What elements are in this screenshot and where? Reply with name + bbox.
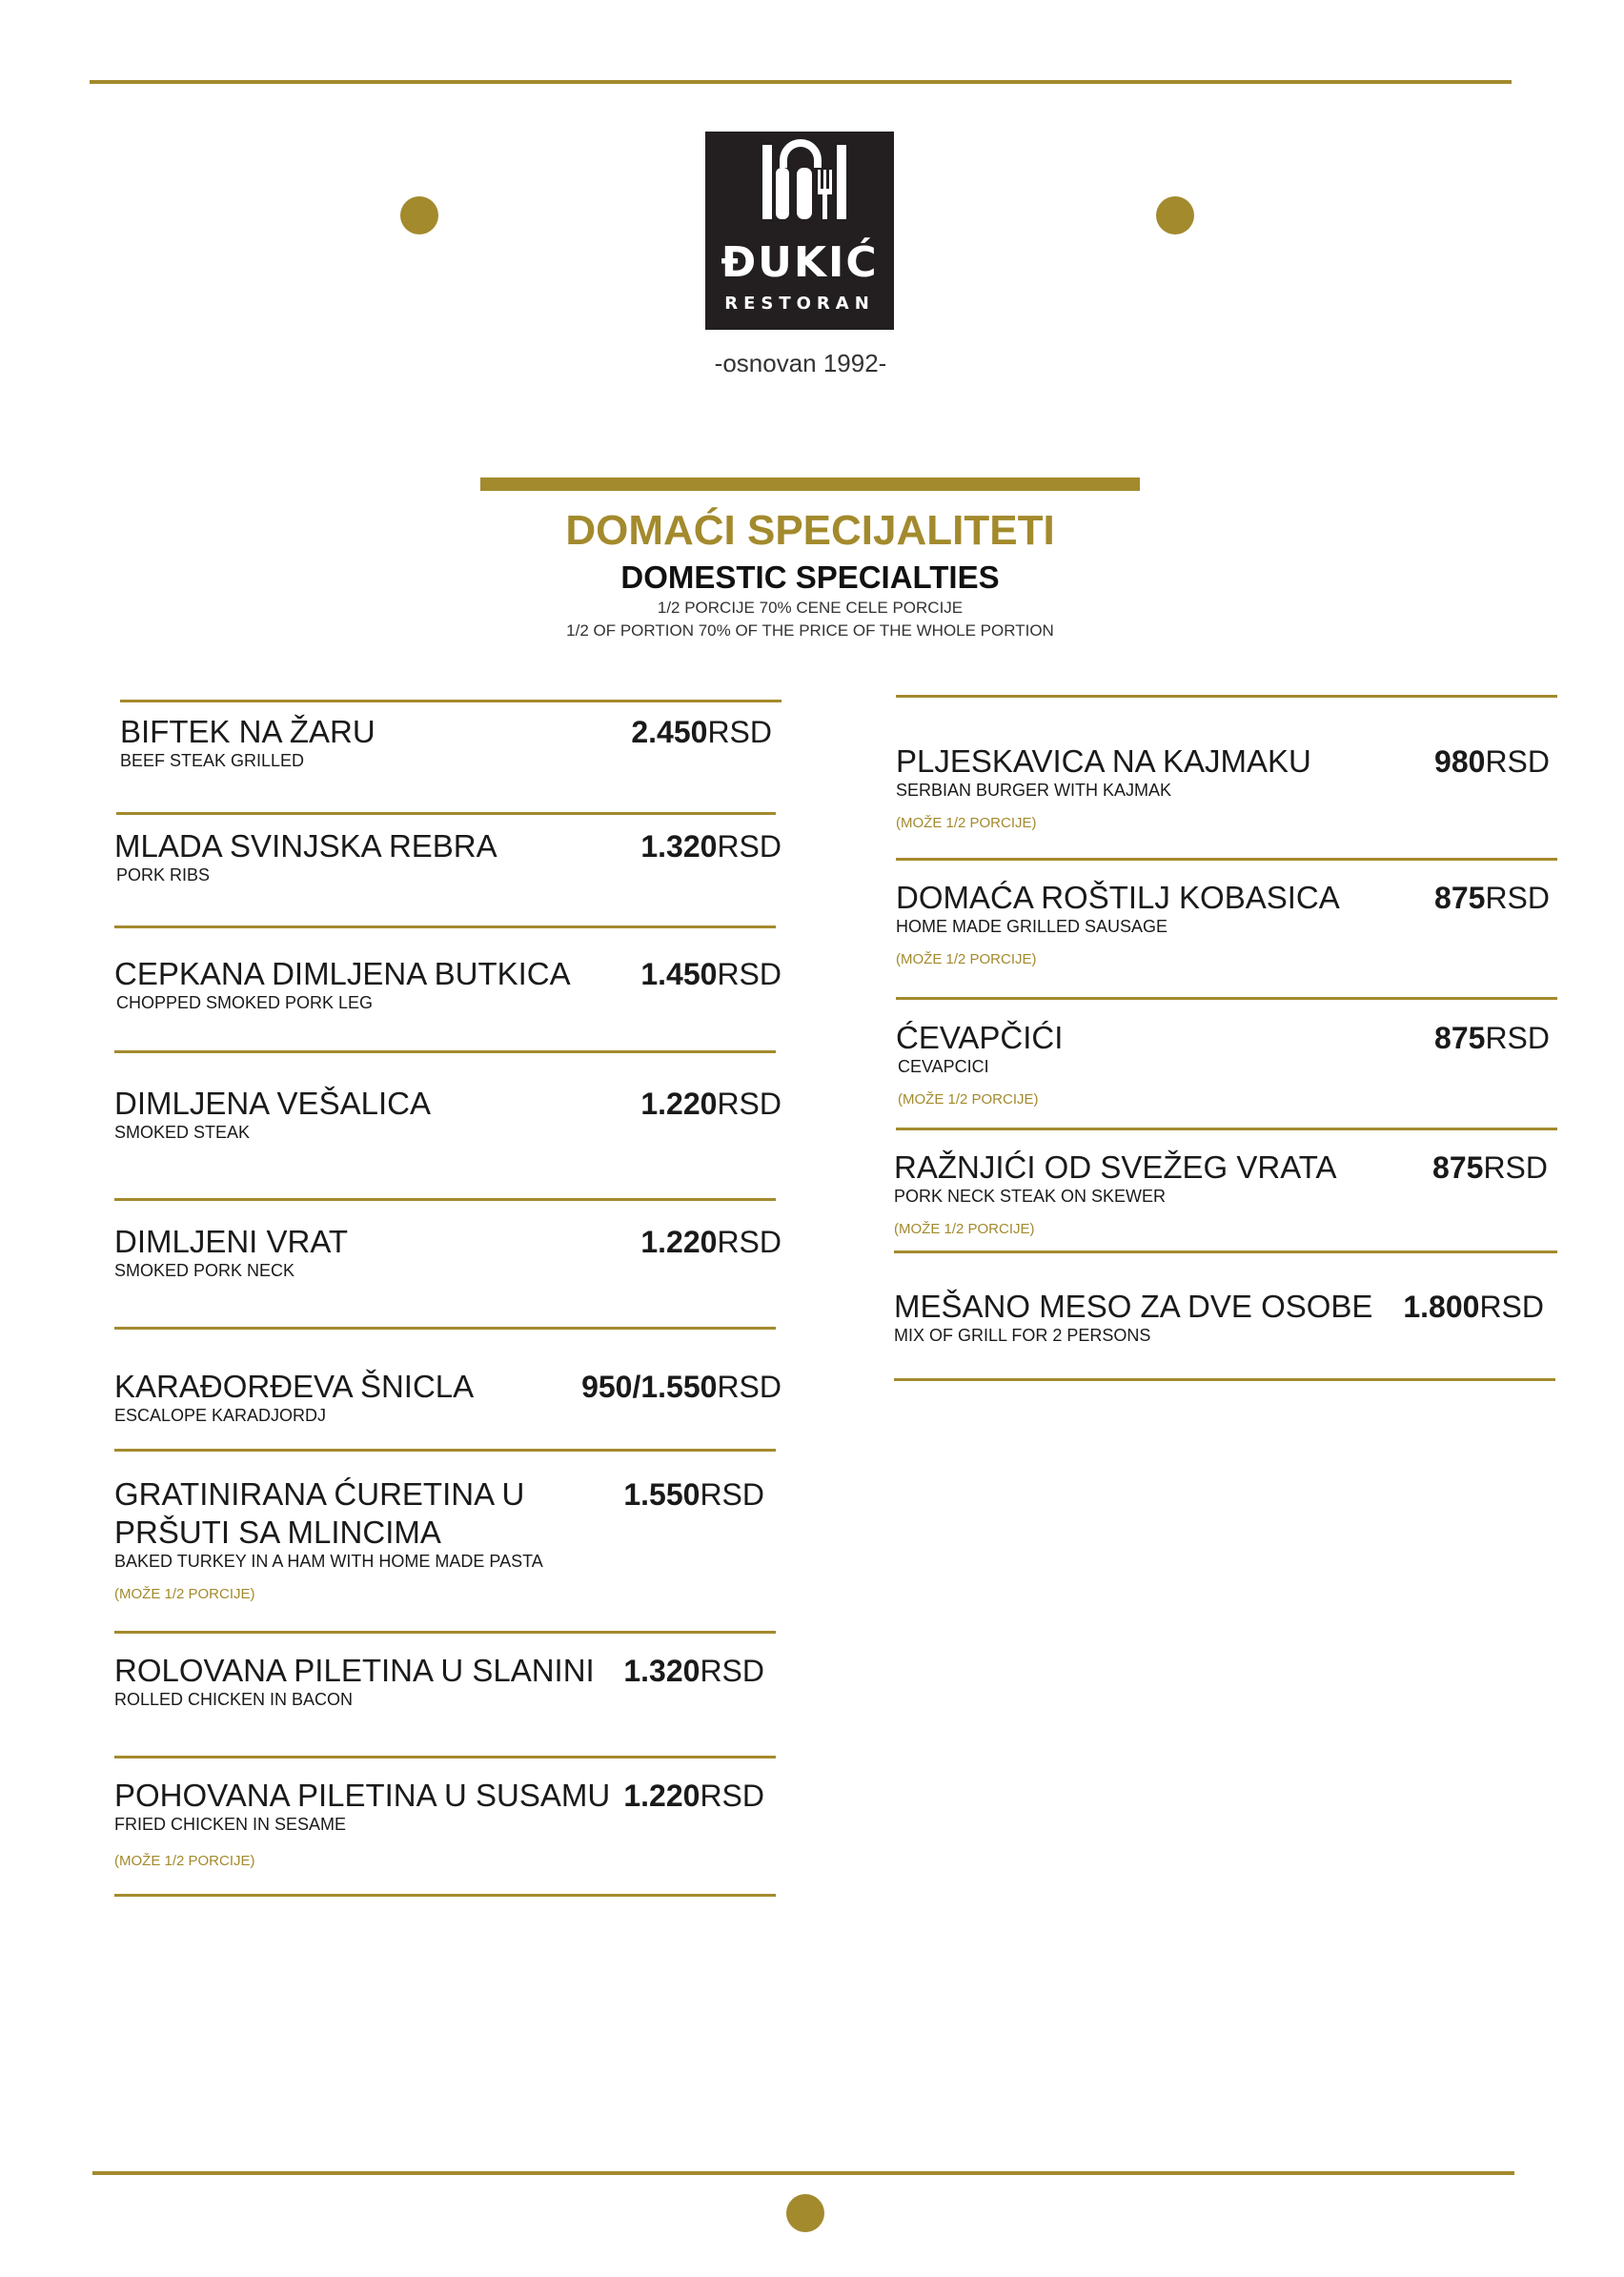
item-name: POHOVANA PILETINA U SUSAMU [114, 1778, 611, 1813]
left-dot [400, 196, 438, 234]
menu-item [114, 827, 782, 923]
logo-name: ĐUKIĆ [721, 238, 879, 287]
left-line-4 [114, 1198, 776, 1201]
item-name: MLADA SVINJSKA REBRA [114, 828, 497, 864]
right-line-0 [896, 695, 1557, 698]
item-subtitle: SMOKED PORK NECK [114, 1261, 295, 1280]
right-line-4 [894, 1250, 1557, 1253]
item-subtitle: SMOKED STEAK [114, 1123, 251, 1142]
item-price: 875RSD [1434, 1021, 1550, 1055]
left-line-5 [114, 1327, 776, 1330]
item-subtitle: PORK RIBS [116, 865, 211, 884]
left-line-8 [114, 1756, 776, 1759]
item-name: ĆEVAPČIĆI [896, 1020, 1064, 1055]
item-subtitle: BEEF STEAK GRILLED [120, 751, 305, 770]
menu-item [114, 1368, 782, 1444]
item-price: 2.450RSD [631, 715, 772, 749]
item-name: DIMLJENI VRAT [114, 1224, 349, 1259]
title-english: DOMESTIC SPECIALTIES [620, 559, 1000, 595]
item-name: MEŠANO MESO ZA DVE OSOBE [894, 1289, 1373, 1324]
item-name: GRATINIRANA ĆURETINA U PRŠUTI SA MLINCIMA [114, 1476, 525, 1550]
menu-item [114, 1652, 782, 1728]
item-name: KARAĐORĐEVA ŠNICLA [114, 1369, 475, 1404]
item-subtitle: ROLLED CHICKEN IN BACON [114, 1690, 354, 1709]
item-name: DOMAĆA ROŠTILJ KOBASICA [896, 880, 1340, 915]
portion-note-english: 1/2 OF PORTION 70% OF THE PRICE OF THE WHOLE PORTION [566, 621, 1054, 640]
item-price: 1.220RSD [640, 1225, 782, 1259]
menu-item [896, 879, 1557, 974]
menu-item [896, 742, 1557, 838]
item-subtitle: ESCALOPE KARADJORDJ [114, 1406, 327, 1425]
left-line-3 [114, 1050, 776, 1053]
item-subtitle: FRIED CHICKEN IN SESAME [114, 1815, 347, 1834]
item-price: 1.450RSD [640, 957, 782, 991]
left-line-7 [114, 1631, 776, 1634]
right-dot [1156, 196, 1194, 234]
menu-item [114, 955, 782, 1050]
right-line-5 [894, 1378, 1555, 1381]
item-name: CEPKANA DIMLJENA BUTKICA [114, 956, 571, 991]
item-price: 1.320RSD [640, 829, 782, 864]
left-line-6 [114, 1449, 776, 1452]
right-line-1 [896, 858, 1557, 861]
heading-bar [480, 478, 1140, 491]
item-name: PLJESKAVICA NA KAJMAKU [896, 743, 1311, 779]
bottom-dot [786, 2194, 824, 2232]
item-subtitle: HOME MADE GRILLED SAUSAGE [896, 917, 1168, 936]
menu-item [114, 1085, 782, 1180]
left-line-0 [120, 700, 782, 702]
item-price: 1.550RSD [623, 1477, 764, 1512]
restaurant-logo [705, 132, 894, 330]
item-subtitle: BAKED TURKEY IN A HAM WITH HOME MADE PASTA [114, 1552, 543, 1571]
menu-item [114, 1223, 782, 1318]
half-portion-note: (MOŽE 1/2 PORCIJE) [114, 1853, 255, 1869]
item-price: 875RSD [1432, 1150, 1548, 1185]
top-divider [90, 80, 1512, 84]
menu-heading [381, 505, 1239, 642]
half-portion-note: (MOŽE 1/2 PORCIJE) [898, 1091, 1039, 1108]
item-price: 1.800RSD [1403, 1290, 1544, 1324]
title-serbian: DOMAĆI SPECIJALITETI [565, 507, 1055, 554]
item-name: ROLOVANA PILETINA U SLANINI [114, 1653, 595, 1688]
menu-item [120, 713, 782, 808]
right-line-2 [896, 997, 1557, 1000]
right-line-3 [896, 1128, 1557, 1130]
item-name: BIFTEK NA ŽARU [120, 714, 376, 749]
item-subtitle: CHOPPED SMOKED PORK LEG [116, 993, 374, 1012]
bottom-divider [92, 2171, 1514, 2175]
item-price: 980RSD [1434, 744, 1550, 779]
menu-item [894, 1149, 1555, 1244]
menu-item [894, 1288, 1555, 1364]
item-name: DIMLJENA VEŠALICA [114, 1086, 431, 1121]
left-line-9 [114, 1894, 776, 1897]
half-portion-note: (MOŽE 1/2 PORCIJE) [896, 951, 1037, 967]
item-price: 875RSD [1434, 881, 1550, 915]
left-line-1 [116, 812, 776, 815]
menu-item [114, 1777, 782, 1881]
founded-text: -osnovan 1992- [714, 349, 887, 377]
half-portion-note: (MOŽE 1/2 PORCIJE) [896, 815, 1037, 831]
item-name: RAŽNJIĆI OD SVEŽEG VRATA [894, 1149, 1337, 1185]
item-price: 1.220RSD [623, 1779, 764, 1813]
menu-item [896, 1019, 1557, 1114]
item-subtitle: PORK NECK STEAK ON SKEWER [894, 1187, 1167, 1206]
item-subtitle: SERBIAN BURGER WITH KAJMAK [896, 781, 1172, 800]
item-price: 950/1.550RSD [581, 1370, 782, 1404]
item-subtitle: MIX OF GRILL FOR 2 PERSONS [894, 1326, 1151, 1345]
item-price: 1.320RSD [623, 1654, 764, 1688]
logo-subtitle: RESTORAN [724, 294, 875, 314]
left-line-2 [114, 925, 776, 928]
item-price: 1.220RSD [640, 1087, 782, 1121]
menu-item [114, 1475, 782, 1602]
item-subtitle: CEVAPCICI [898, 1057, 989, 1076]
half-portion-note: (MOŽE 1/2 PORCIJE) [114, 1586, 255, 1602]
half-portion-note: (MOŽE 1/2 PORCIJE) [894, 1221, 1035, 1237]
portion-note-serbian: 1/2 PORCIJE 70% CENE CELE PORCIJE [657, 599, 964, 617]
